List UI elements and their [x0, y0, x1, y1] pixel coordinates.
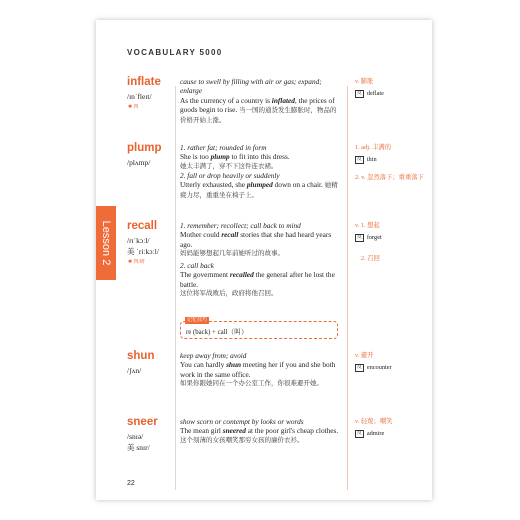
example: Utterly exhausted, she plumped down on a chair. 她精疲力尽，重重坐在椅子上。 — [180, 180, 338, 200]
translation: 如果你跟她同在一个办公室工作，你很难避开她。 — [180, 378, 323, 387]
example-keyword: shun — [226, 360, 242, 370]
antonym-icon: 反 — [357, 156, 362, 162]
phonetic-us: 美 ˈriːkɔːl/ — [127, 247, 159, 256]
part-of-speech: v. 1. 想起 — [355, 222, 380, 229]
phonetic-us: 美 snɪr/ — [127, 443, 150, 452]
gloss: show scorn or contempt by looks or words — [180, 417, 304, 426]
page-header: VOCABULARY 5000 — [127, 48, 223, 57]
lesson-tab — [96, 206, 116, 280]
part-of-speech: 2. 召回 — [361, 255, 380, 262]
phonetic: /snɪə/ — [127, 432, 144, 441]
notes — [355, 77, 425, 98]
headword: sneer — [127, 416, 158, 428]
exam-mark: ✱ 四/研 — [128, 260, 145, 265]
translation: 这位将军战败后，政府将他召回。 — [180, 289, 278, 298]
part-of-speech: v. 轻蔑；嘲笑 — [355, 418, 393, 425]
translation: 她精疲力尽，重重坐在椅子上。 — [180, 181, 338, 200]
notes — [355, 351, 425, 372]
part-of-speech: v. 膨胀 — [355, 78, 374, 85]
antonym-icon: 反 — [357, 234, 362, 240]
definitions — [180, 221, 342, 298]
example: You can hardly shun meeting her if you and she both work in the same office. — [180, 360, 336, 379]
example-keyword: sneered — [222, 426, 246, 436]
example-keyword: plump — [210, 152, 230, 162]
gloss: cause to swell by filling with air or gas; expand; enlarge — [180, 77, 322, 96]
gloss: keep away from; avoid — [180, 351, 247, 360]
gloss: 1. remember; recollect; call back to mind — [180, 221, 301, 230]
headword: shun — [127, 350, 155, 362]
antonym-icon: 反 — [357, 90, 362, 96]
notes — [355, 417, 425, 438]
definitions — [180, 417, 342, 445]
translation: 当一国的通货发生膨胀时，物品的价格开始上涨。 — [180, 105, 337, 125]
translation: 她太丰满了，穿不下这件连衣裙。 — [180, 161, 278, 170]
memory-tip-tag: 记忆技巧 — [187, 317, 208, 323]
antonym: 反 admire — [357, 430, 385, 437]
example-keyword: recalled — [229, 270, 254, 280]
example-keyword: recall — [221, 230, 239, 240]
lesson-tab-label: Lesson 2 — [100, 220, 112, 266]
definitions — [180, 143, 342, 201]
gloss: 2. fall or drop heavily or suddenly — [180, 170, 280, 180]
phonetic: /ɪnˈfleɪt/ — [127, 92, 152, 101]
example: The government recalled the general after he lost the battle. — [180, 270, 335, 289]
phonetic: /rɪˈkɔːl/ — [127, 236, 150, 245]
example-keyword: plumped — [246, 180, 273, 190]
part-of-speech: 2. v. 忽然落下；重重落下 — [355, 174, 424, 181]
definitions — [180, 351, 342, 388]
memory-tip-text: re (back) + call（叫） — [186, 329, 248, 336]
memory-tip-box — [180, 317, 338, 339]
definitions — [180, 77, 342, 125]
book-page — [96, 20, 432, 500]
headword: inflate — [127, 76, 161, 88]
gloss: 1. rather fat; rounded in form — [180, 143, 267, 152]
phonetic: /plʌmp/ — [127, 158, 151, 167]
antonym: 反 forget — [357, 234, 382, 241]
part-of-speech: 1. adj. 丰满的 — [355, 144, 392, 151]
example-keyword: inflated — [271, 95, 295, 105]
page-number: 22 — [127, 480, 135, 487]
antonym: 反 deflate — [357, 90, 384, 97]
notes — [355, 221, 425, 263]
exam-mark: ✱ 四 — [128, 105, 139, 110]
antonym-icon: 反 — [357, 364, 362, 370]
headword: recall — [127, 220, 158, 232]
antonym: 反 encounter — [357, 364, 392, 371]
example: As the currency of a country is inflated, the prices of goods begin to rise. 当一国的通货发生膨胀时，物品的价格开始上涨。 — [180, 95, 337, 125]
antonym: 反 thin — [357, 156, 377, 163]
gloss: 2. call back — [180, 261, 214, 271]
column-divider-right — [347, 86, 348, 490]
example: Mother could recall stories that she had heard years ago. — [180, 230, 332, 249]
headword: plump — [127, 142, 162, 154]
translation: 妈妈能够想起几年前她听过的故事。 — [180, 248, 284, 257]
part-of-speech: v. 避开 — [355, 352, 374, 359]
column-divider-left — [175, 86, 176, 490]
translation: 这个刻薄的女孩嘲笑那穷女孩的廉价衣衫。 — [180, 435, 304, 444]
phonetic: /ʃʌn/ — [127, 366, 142, 375]
notes — [355, 143, 425, 182]
example: She is too plump to fit into this dress. — [180, 152, 290, 162]
antonym-icon: 反 — [357, 430, 362, 436]
example: The mean girl sneered at the poor girl's cheap clothes. — [180, 426, 339, 436]
